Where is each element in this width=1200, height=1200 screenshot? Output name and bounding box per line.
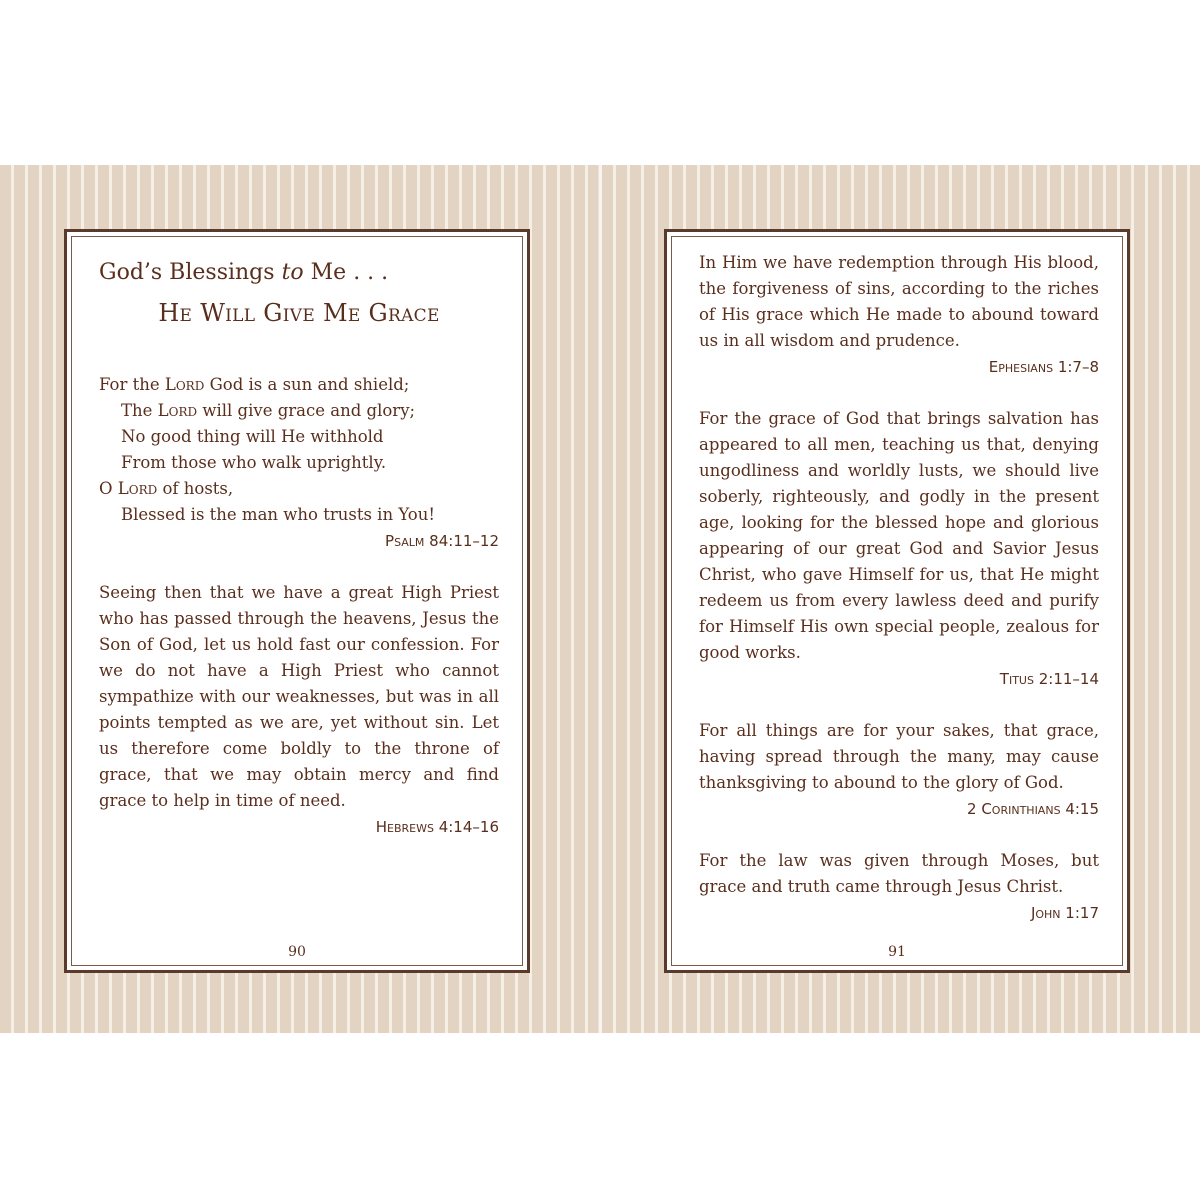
scripture-passage: In Him we have redemption through His blood, the forgiveness of sins, according to the riches of His grace which He made to abound toward us in all wisdom and prudence. <box>699 253 1099 350</box>
scripture-reference: Ephesians 1:7–8 <box>988 358 1099 376</box>
section-heading: God’s Blessings to Me . . . <box>99 260 389 285</box>
scripture-reference: 2 Corinthians 4:15 <box>967 800 1099 818</box>
page-title: He Will Give Me Grace <box>158 299 440 327</box>
page-number: 90 <box>288 944 306 960</box>
poem-line: No good thing will He withhold <box>121 427 384 446</box>
poem-line: From those who walk uprightly. <box>121 453 387 472</box>
scripture-reference: Titus 2:11–14 <box>999 670 1099 688</box>
page-number: 91 <box>888 944 906 960</box>
scripture-passage: For the grace of God that brings salvation has appeared to all men, teaching us that, denying ungodliness and worldly lusts, we should live soberly, righteously, and godly in the present age, looking for the blessed hope and glorious appearing of our great God and Savior Jesus Christ, who gave Himself for us, that He might redeem us from every lawless deed and purify for Himself His own special people, zealous for good works. <box>699 409 1099 662</box>
poem-passage <box>99 372 499 528</box>
poem-line: For the Lord God is a sun and shield; <box>99 375 410 394</box>
left-page-content <box>99 252 499 866</box>
poem-line: Blessed is the man who trusts in You! <box>121 505 435 524</box>
scripture-reference: Hebrews 4:14–16 <box>375 818 499 836</box>
book-spread <box>0 165 1200 1033</box>
poem-line: O Lord of hosts, <box>99 479 234 498</box>
book-gutter <box>598 165 602 1033</box>
left-page <box>64 229 530 973</box>
poem-line: The Lord will give grace and glory; <box>121 401 416 420</box>
scripture-reference: Psalm 84:11–12 <box>385 532 499 550</box>
scripture-passage: For all things are for your sakes, that grace, having spread through the many, may cause thanksgiving to abound to the glory of God. <box>699 721 1099 792</box>
scripture-passage: Seeing then that we have a great High Priest who has passed through the heavens, Jesus the Son of God, let us hold fast our confession. For we do not have a High Priest who cannot sympathize with our weaknesses, but was in all points tempted as we are, yet without sin. Let us therefore come boldly to the throne of grace, that we may obtain mercy and find grace to help in time of need. <box>99 583 499 810</box>
right-page <box>664 229 1130 973</box>
scripture-reference: John 1:17 <box>1030 904 1099 922</box>
right-page-content <box>699 250 1099 952</box>
scripture-passage: For the law was given through Moses, but grace and truth came through Jesus Christ. <box>699 851 1099 896</box>
